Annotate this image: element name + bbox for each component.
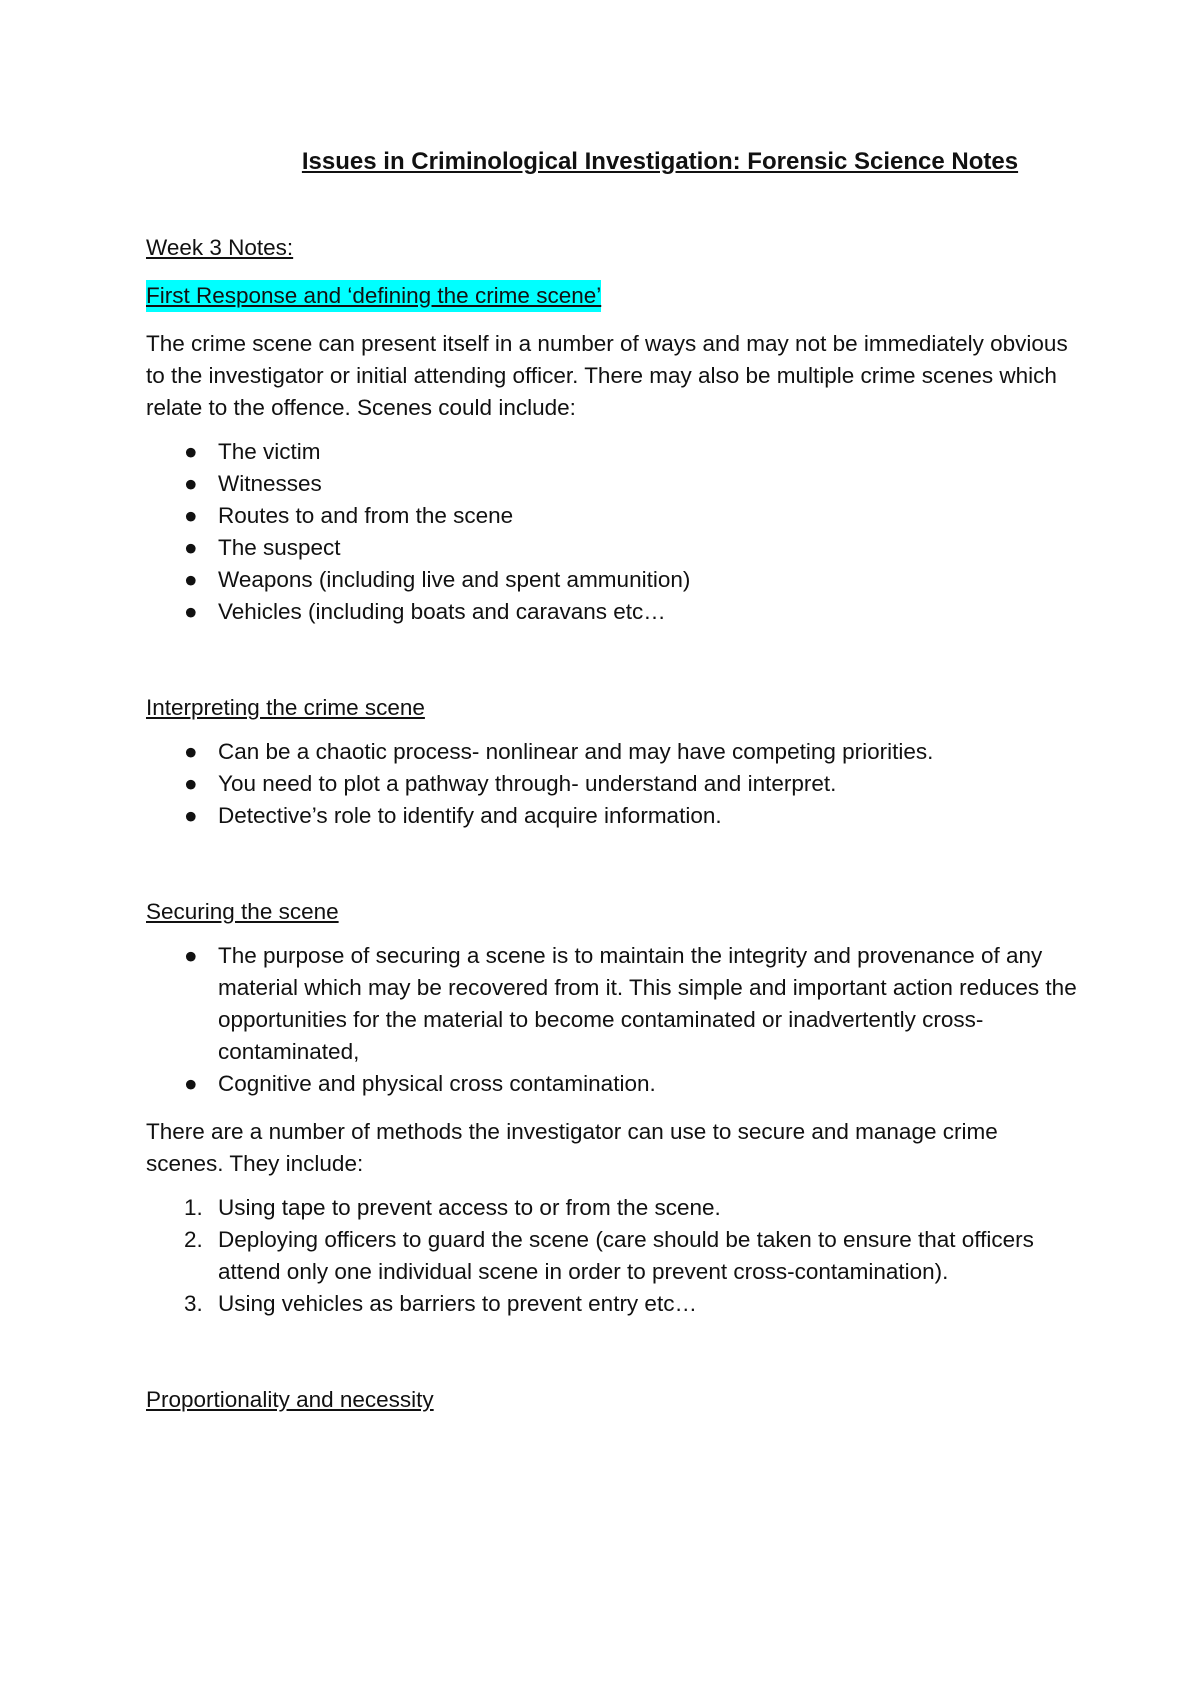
bullet-icon: ● <box>184 771 198 796</box>
list-item: ● Vehicles (including boats and caravans etc… <box>146 596 1080 628</box>
bullet-icon: ● <box>184 535 198 560</box>
list-item: ● You need to plot a pathway through- understand and interpret. <box>146 768 1080 800</box>
list-item: ● Detective’s role to identify and acquire information. <box>146 800 1080 832</box>
section-paragraph: There are a number of methods the investigator can use to secure and manage crime scenes. They include: <box>146 1119 998 1176</box>
bullet-icon: ● <box>184 567 198 592</box>
bullet-icon: ● <box>184 739 198 764</box>
bullet-list-interpreting <box>146 736 1080 832</box>
list-item: 1. Using tape to prevent access to or from the scene. <box>146 1192 1080 1224</box>
list-number: 2. <box>184 1227 203 1252</box>
list-item: ● The purpose of securing a scene is to maintain the integrity and provenance of any material which may be recovered from it. This simple and important action reduces the opportunities for the material to become contaminated or inadvertently cross-contaminated, <box>146 940 1080 1068</box>
list-item: 3. Using vehicles as barriers to prevent entry etc… <box>146 1288 1080 1320</box>
list-number: 3. <box>184 1291 203 1316</box>
document-title: Issues in Criminological Investigation: Forensic Science Notes <box>301 148 1019 175</box>
list-item: ● Can be a chaotic process- nonlinear and may have competing priorities. <box>146 736 1080 768</box>
section-heading-proportionality: Proportionality and necessity <box>146 1387 434 1412</box>
numbered-list-methods <box>146 1192 1080 1320</box>
bullet-icon: ● <box>184 803 198 828</box>
section-heading-interpreting: Interpreting the crime scene <box>146 695 425 720</box>
section-securing <box>146 896 1080 1320</box>
list-item: ● Witnesses <box>146 468 1080 500</box>
list-item: ● Routes to and from the scene <box>146 500 1080 532</box>
bullet-icon: ● <box>184 943 198 968</box>
bullet-icon: ● <box>184 599 198 624</box>
section-first-response <box>146 280 1080 628</box>
bullet-icon: ● <box>184 503 198 528</box>
list-item: ● Cognitive and physical cross contamination. <box>146 1068 1080 1100</box>
bullet-icon: ● <box>184 1071 198 1096</box>
section-proportionality <box>146 1384 1080 1416</box>
section-paragraph: The crime scene can present itself in a number of ways and may not be immediately obvious to the investigator or initial attending officer. There may also be multiple crime scenes which relate to the offence. Scenes could include: <box>146 331 1068 420</box>
list-item: ● The suspect <box>146 532 1080 564</box>
bullet-list-securing <box>146 940 1080 1100</box>
list-item: 2. Deploying officers to guard the scene (care should be taken to ensure that officers attend only one individual scene in order to prevent cross-contamination). <box>146 1224 1080 1288</box>
bullet-icon: ● <box>184 439 198 464</box>
list-item: ● The victim <box>146 436 1080 468</box>
section-interpreting <box>146 692 1080 832</box>
section-heading-first-response: First Response and ‘defining the crime scene’ <box>146 280 601 312</box>
section-heading-securing: Securing the scene <box>146 899 339 924</box>
list-number: 1. <box>184 1195 203 1220</box>
bullet-icon: ● <box>184 471 198 496</box>
list-item: ● Weapons (including live and spent ammunition) <box>146 564 1080 596</box>
week-label: Week 3 Notes: <box>146 235 294 260</box>
bullet-list-scenes <box>146 436 1080 628</box>
